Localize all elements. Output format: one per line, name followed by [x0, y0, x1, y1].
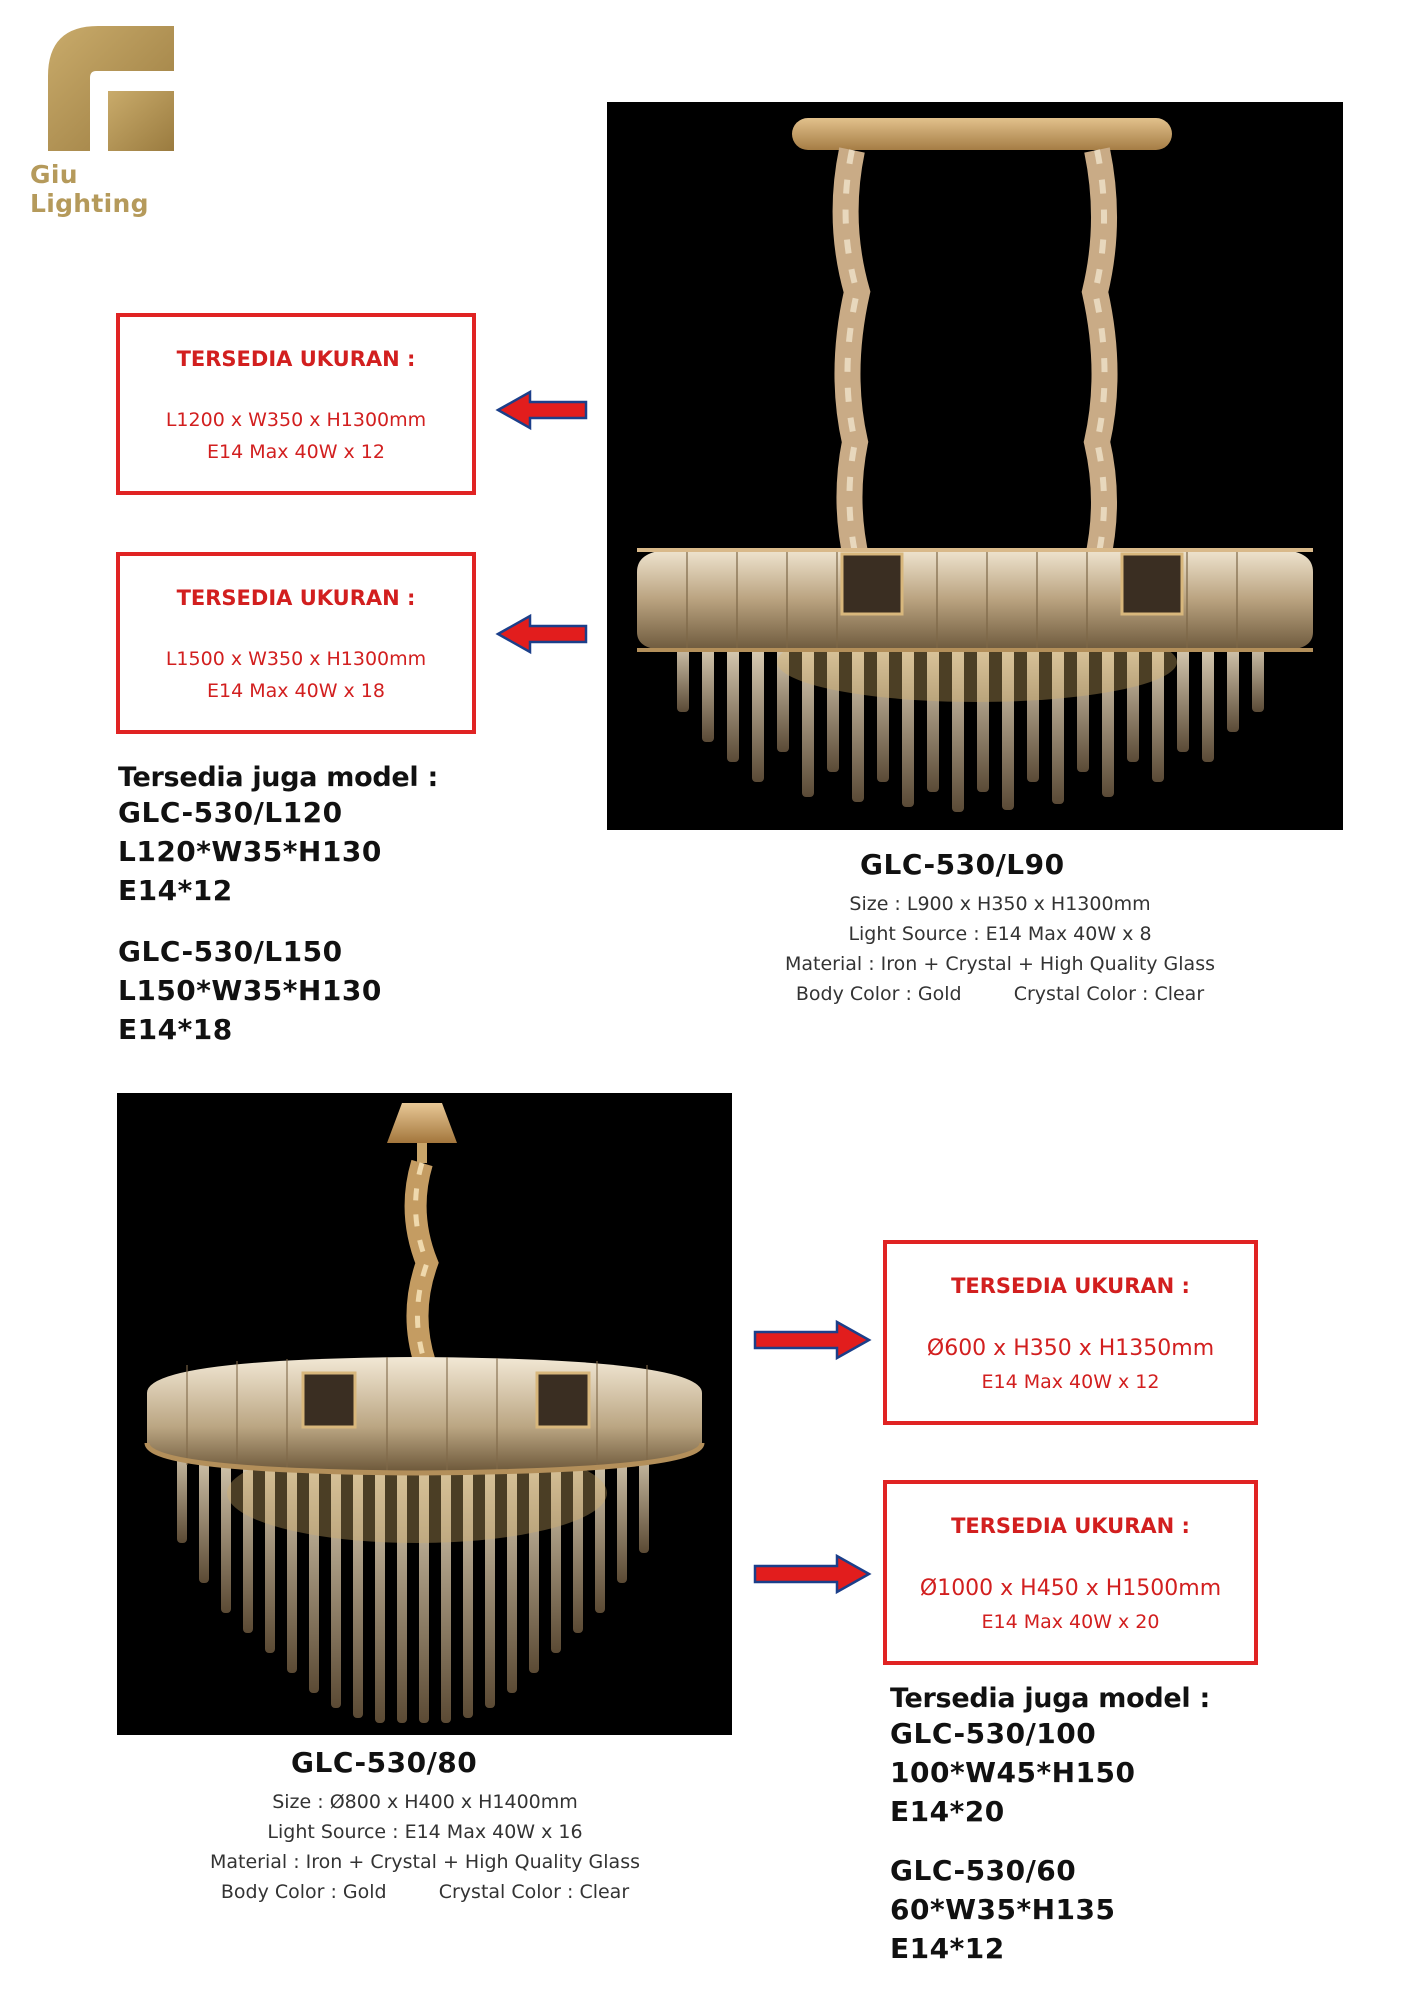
- size-box-title: TERSEDIA UKURAN :: [176, 347, 416, 371]
- size-box-l150: [116, 552, 476, 734]
- product-light-source: Light Source : E14 Max 40W x 8: [848, 923, 1152, 945]
- model-bulb: E14*20: [890, 1795, 1005, 1828]
- product-name: GLC-530/80: [291, 1746, 478, 1779]
- brand-name: Giu Lighting: [30, 160, 149, 218]
- also-available-heading: Tersedia juga model :: [890, 1683, 1210, 1714]
- product-light-source: Light Source : E14 Max 40W x 16: [267, 1821, 583, 1843]
- also-available-list-2: [890, 1683, 1310, 1968]
- product-caption-80: [165, 1746, 685, 1907]
- product-colors: [740, 979, 1260, 1009]
- product-size: Size : L900 x H350 x H1300mm: [849, 893, 1151, 915]
- arrow-right-icon: [751, 1552, 873, 1596]
- model-code: GLC-530/L150: [118, 935, 343, 968]
- model-bulb: E14*12: [118, 874, 233, 907]
- size-box-title: TERSEDIA UKURAN :: [951, 1514, 1190, 1538]
- size-box-1000: [883, 1480, 1258, 1665]
- size-box-dims: Ø1000 x H450 x H1500mm: [919, 1576, 1222, 1601]
- model-size: L150*W35*H130: [118, 974, 382, 1007]
- product-material: Material : Iron + Crystal + High Quality Glass: [209, 1851, 640, 1873]
- body-color: Body Color : Gold: [220, 1881, 387, 1903]
- size-box-l120: [116, 313, 476, 495]
- chandelier-oval-photo: [607, 102, 1343, 830]
- crystal-color: Crystal Color : Clear: [438, 1881, 630, 1903]
- also-available-heading: Tersedia juga model :: [118, 762, 438, 793]
- arrow-right-icon: [751, 1318, 873, 1362]
- size-box-title: TERSEDIA UKURAN :: [176, 586, 416, 610]
- size-box-bulbs: E14 Max 40W x 20: [981, 1611, 1160, 1633]
- model-size: 100*W45*H150: [890, 1756, 1136, 1789]
- product-material: Material : Iron + Crystal + High Quality Glass: [784, 953, 1215, 975]
- model-code: GLC-530/100: [890, 1717, 1097, 1750]
- product-caption-l90: [740, 848, 1260, 1009]
- product-name: GLC-530/L90: [860, 848, 1065, 881]
- model-size: L120*W35*H130: [118, 835, 382, 868]
- model-code: GLC-530/60: [890, 1854, 1077, 1887]
- chandelier-round-photo: [117, 1093, 732, 1735]
- crystal-color: Crystal Color : Clear: [1013, 983, 1205, 1005]
- size-box-bulbs: E14 Max 40W x 12: [206, 441, 385, 463]
- arrow-left-icon: [494, 388, 590, 432]
- product-colors: [165, 1877, 685, 1907]
- size-box-title: TERSEDIA UKURAN :: [951, 1274, 1190, 1298]
- size-box-bulbs: E14 Max 40W x 12: [981, 1371, 1160, 1393]
- size-box-dims: L1200 x W350 x H1300mm: [165, 409, 427, 431]
- product-size: Size : Ø800 x H400 x H1400mm: [272, 1791, 578, 1813]
- size-box-bulbs: E14 Max 40W x 18: [206, 680, 385, 702]
- arrow-left-icon: [494, 612, 590, 656]
- body-color: Body Color : Gold: [795, 983, 962, 1005]
- size-box-600: [883, 1240, 1258, 1425]
- size-box-dims: L1500 x W350 x H1300mm: [165, 648, 427, 670]
- also-available-list-1: [118, 762, 538, 1049]
- size-box-dims: Ø600 x H350 x H1350mm: [926, 1336, 1215, 1361]
- model-size: 60*W35*H135: [890, 1893, 1116, 1926]
- model-bulb: E14*12: [890, 1932, 1005, 1965]
- model-bulb: E14*18: [118, 1013, 233, 1046]
- model-code: GLC-530/L120: [118, 796, 343, 829]
